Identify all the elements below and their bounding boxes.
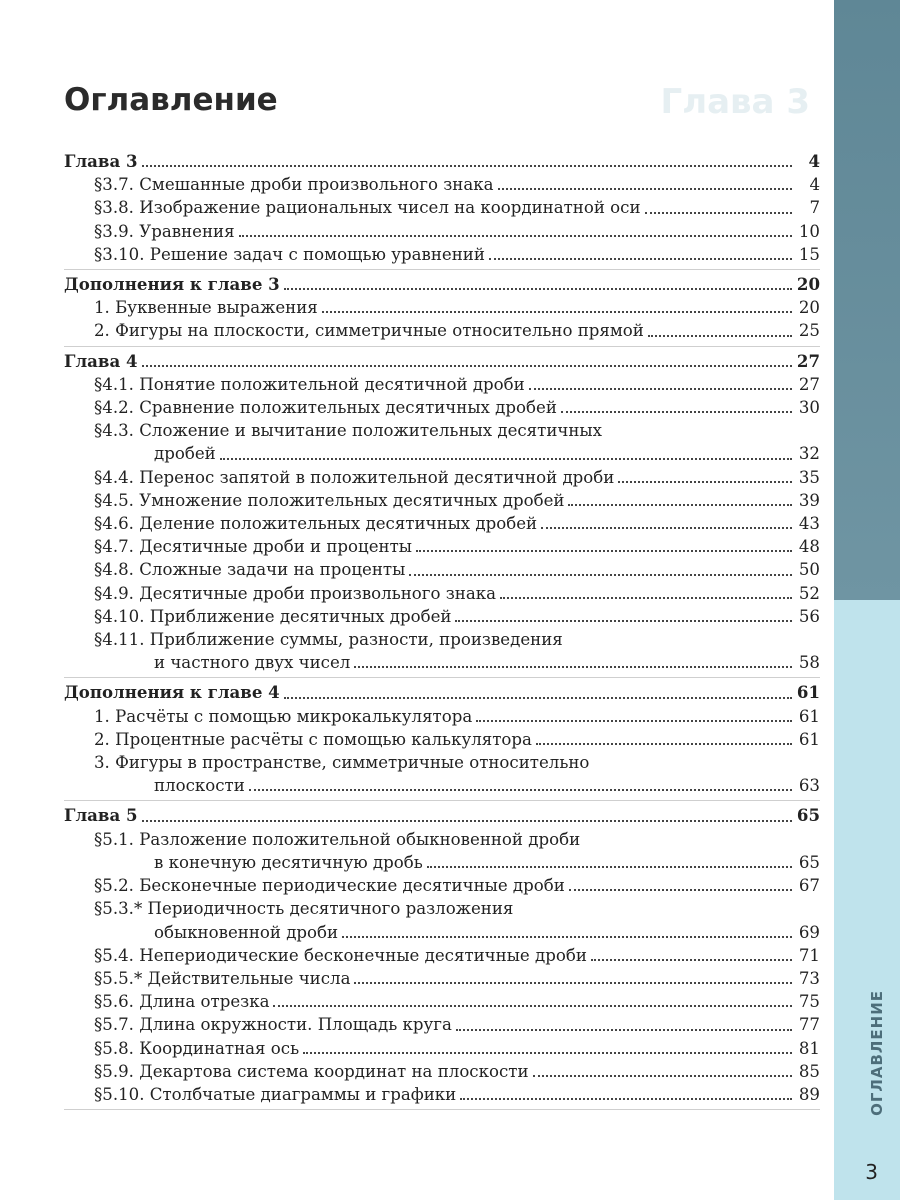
toc-entry-label: §4.9. Десятичные дроби произвольного знака	[94, 583, 497, 603]
toc-leader-dots	[500, 597, 792, 599]
toc-entry[interactable]	[64, 243, 820, 266]
toc-chapter-heading[interactable]	[64, 681, 820, 704]
toc-chapter-heading[interactable]	[64, 350, 820, 373]
toc-leader-dots	[142, 365, 792, 367]
toc-entry-label-continuation: в конечную десятичную дробь	[154, 852, 423, 872]
toc-entry[interactable]	[64, 828, 820, 874]
toc-page-number: 65	[798, 852, 820, 872]
toc-leader-dots	[460, 1098, 792, 1100]
toc-page-number: 27	[798, 374, 820, 394]
toc-entry[interactable]	[64, 396, 820, 419]
toc-page-number: 65	[796, 805, 820, 826]
toc-page-number: 56	[798, 606, 820, 626]
toc-leader-dots	[427, 866, 792, 868]
toc-entry[interactable]	[64, 874, 820, 897]
toc-leader-dots	[568, 504, 792, 506]
toc-entry-label: 2. Процентные расчёты с помощью калькулятора	[94, 729, 532, 749]
toc-entry-label: §5.10. Столбчатые диаграммы и графики	[94, 1084, 457, 1104]
toc-leader-dots	[342, 936, 792, 938]
toc-entry[interactable]	[64, 628, 820, 674]
toc-entry[interactable]	[64, 990, 820, 1013]
toc-page-number: 43	[798, 514, 820, 534]
toc-entry-label: 1. Расчёты с помощью микрокалькулятора	[94, 706, 473, 726]
toc-leader-dots	[618, 481, 792, 483]
toc-leader-dots	[529, 388, 792, 390]
toc-chapter-heading[interactable]	[64, 804, 820, 827]
toc-leader-dots	[284, 697, 792, 699]
toc-group	[64, 150, 820, 270]
toc-entry[interactable]	[64, 1037, 820, 1060]
toc-leader-dots	[561, 411, 792, 413]
toc-heading-label: Глава 5	[64, 805, 138, 826]
toc-page-number: 50	[798, 560, 820, 580]
toc-entry-label: §4.3. Сложение и вычитание положительных десятичных	[94, 421, 602, 441]
toc-entry-label: §5.6. Длина отрезка	[94, 992, 270, 1012]
toc-entry[interactable]	[64, 373, 820, 396]
toc-entry[interactable]	[64, 296, 820, 319]
toc-leader-dots	[249, 789, 792, 791]
toc-leader-dots	[239, 235, 792, 237]
toc-leader-dots	[284, 288, 792, 290]
side-tab-label: ОГЛАВЛЕНИЕ	[868, 990, 886, 1116]
toc-entry-label: §5.4. Непериодические бесконечные десятичные дроби	[94, 945, 587, 965]
toc-entry[interactable]	[64, 1013, 820, 1036]
toc-entry-label: 2. Фигуры на плоскости, симметричные относительно прямой	[94, 321, 644, 341]
toc-page-number: 4	[808, 151, 820, 171]
toc-entry-label-continuation: дробей	[154, 444, 216, 464]
toc-entry[interactable]	[64, 751, 820, 797]
toc-entry[interactable]	[64, 728, 820, 751]
toc-entry-label: §4.11. Приближение суммы, разности, произведения	[94, 630, 563, 650]
toc-entry[interactable]	[64, 319, 820, 342]
toc-page-number: 48	[798, 537, 820, 557]
toc-page-number: 4	[809, 175, 820, 195]
toc-leader-dots	[476, 720, 792, 722]
toc-leader-dots	[142, 820, 792, 822]
toc-entry-label-continuation: обыкновенной дроби	[154, 922, 339, 942]
toc-entry[interactable]	[64, 220, 820, 243]
toc-leader-dots	[455, 620, 792, 622]
toc-leader-dots	[591, 959, 792, 961]
toc-page-number: 30	[798, 398, 820, 418]
toc-page-number: 15	[798, 244, 820, 264]
toc-entry[interactable]	[64, 512, 820, 535]
toc-chapter-heading[interactable]	[64, 150, 820, 173]
page-title: Оглавление	[64, 82, 278, 118]
toc-entry-label-continuation: плоскости	[154, 776, 245, 796]
toc-page-number: 71	[798, 945, 820, 965]
toc-entry-label: §3.10. Решение задач с помощью уравнений	[94, 244, 485, 264]
toc-leader-dots	[456, 1029, 792, 1031]
toc-entry[interactable]	[64, 535, 820, 558]
toc-entry[interactable]	[64, 1083, 820, 1106]
toc-entry[interactable]	[64, 419, 820, 465]
toc-leader-dots	[303, 1052, 792, 1054]
toc-heading-label: Дополнения к главе 3	[64, 274, 280, 295]
toc-entry[interactable]	[64, 466, 820, 489]
toc-leader-dots	[541, 527, 792, 529]
toc-entry-label: §4.6. Деление положительных десятичных дробей	[94, 514, 538, 534]
toc-page-number: 77	[798, 1015, 820, 1035]
toc-leader-dots	[533, 1075, 792, 1077]
toc-page-number: 35	[798, 467, 820, 487]
toc-entry[interactable]	[64, 196, 820, 219]
toc-entry-label: §4.4. Перенос запятой в положительной десятичной дроби	[94, 467, 615, 487]
toc-group	[64, 273, 820, 347]
toc-page-number: 52	[798, 583, 820, 603]
background-ghost-heading: Глава 3	[660, 82, 810, 122]
toc-page-number: 63	[798, 776, 820, 796]
toc-entry-label: 3. Фигуры в пространстве, симметричные относительно	[94, 753, 590, 773]
toc-page-number: 73	[798, 968, 820, 988]
toc-group	[64, 804, 820, 1110]
toc-entry-label: §5.9. Декартова система координат на плоскости	[94, 1061, 529, 1081]
toc-entry-label: §3.8. Изображение рациональных чисел на координатной оси	[94, 198, 641, 218]
toc-entry-label: §4.10. Приближение десятичных дробей	[94, 606, 452, 626]
toc-page-number: 20	[798, 298, 820, 318]
table-of-contents	[64, 150, 820, 1113]
toc-entry[interactable]	[64, 944, 820, 967]
toc-leader-dots	[498, 188, 792, 190]
toc-leader-dots	[273, 1005, 792, 1007]
toc-leader-dots	[536, 743, 792, 745]
toc-entry[interactable]	[64, 582, 820, 605]
toc-leader-dots	[416, 550, 792, 552]
toc-leader-dots	[648, 335, 792, 337]
toc-page-number: 85	[798, 1061, 820, 1081]
toc-group	[64, 350, 820, 679]
toc-leader-dots	[142, 165, 792, 167]
toc-heading-label: Дополнения к главе 4	[64, 682, 280, 703]
toc-entry-label: §5.1. Разложение положительной обыкновенной дроби	[94, 829, 581, 849]
toc-entry[interactable]	[64, 489, 820, 512]
toc-entry[interactable]	[64, 705, 820, 728]
toc-leader-dots	[220, 458, 792, 460]
page-number: 3	[865, 1160, 878, 1184]
toc-page-number: 10	[798, 221, 820, 241]
toc-entry-label: 1. Буквенные выражения	[94, 298, 318, 318]
toc-entry-label: §5.2. Бесконечные периодические десятичные дроби	[94, 876, 565, 896]
toc-page-number: 20	[796, 274, 820, 295]
toc-entry-label: §4.5. Умножение положительных десятичных дробей	[94, 490, 565, 510]
toc-page-number: 7	[809, 198, 820, 218]
toc-page-number: 81	[798, 1038, 820, 1058]
toc-entry-label: §4.8. Сложные задачи на проценты	[94, 560, 406, 580]
toc-leader-dots	[569, 889, 792, 891]
toc-heading-label: Глава 3	[64, 151, 138, 171]
toc-entry-label: §3.9. Уравнения	[94, 221, 235, 241]
toc-entry[interactable]	[64, 173, 820, 196]
toc-entry[interactable]	[64, 967, 820, 990]
toc-page-number: 67	[798, 876, 820, 896]
toc-entry-label: §5.3.* Периодичность десятичного разложения	[94, 899, 514, 919]
toc-page-number: 39	[798, 490, 820, 510]
toc-entry-label: §4.7. Десятичные дроби и проценты	[94, 537, 412, 557]
toc-leader-dots	[489, 258, 792, 260]
toc-page-number: 89	[798, 1084, 820, 1104]
toc-chapter-heading[interactable]	[64, 273, 820, 296]
toc-page-number: 61	[798, 729, 820, 749]
toc-page-number: 58	[798, 653, 820, 673]
toc-leader-dots	[322, 311, 792, 313]
toc-entry-label: §5.8. Координатная ось	[94, 1038, 300, 1058]
side-tab	[834, 600, 900, 1200]
toc-entry-label: §4.1. Понятие положительной десятичной дроби	[94, 374, 525, 394]
toc-entry[interactable]	[64, 605, 820, 628]
toc-page-number: 61	[798, 706, 820, 726]
toc-entry-label: §4.2. Сравнение положительных десятичных дробей	[94, 398, 557, 418]
toc-page-number: 27	[796, 350, 820, 371]
toc-entry-label-continuation: и частного двух чисел	[154, 653, 351, 673]
toc-entry[interactable]	[64, 558, 820, 581]
toc-page-number: 69	[798, 922, 820, 942]
decorative-side-strip	[834, 0, 900, 600]
toc-leader-dots	[354, 666, 792, 668]
toc-group	[64, 681, 820, 801]
toc-leader-dots	[354, 982, 792, 984]
toc-entry[interactable]	[64, 897, 820, 943]
toc-heading-label: Глава 4	[64, 350, 138, 371]
toc-page-number: 75	[798, 992, 820, 1012]
toc-leader-dots	[409, 574, 792, 576]
toc-entry-label: §3.7. Смешанные дроби произвольного знака	[94, 175, 494, 195]
toc-entry-label: §5.5.* Действительные числа	[94, 968, 351, 988]
toc-page-number: 25	[798, 321, 820, 341]
toc-entry-label: §5.7. Длина окружности. Площадь круга	[94, 1015, 452, 1035]
toc-leader-dots	[645, 212, 792, 214]
toc-page-number: 61	[796, 682, 820, 703]
toc-page-number: 32	[798, 444, 820, 464]
toc-entry[interactable]	[64, 1060, 820, 1083]
